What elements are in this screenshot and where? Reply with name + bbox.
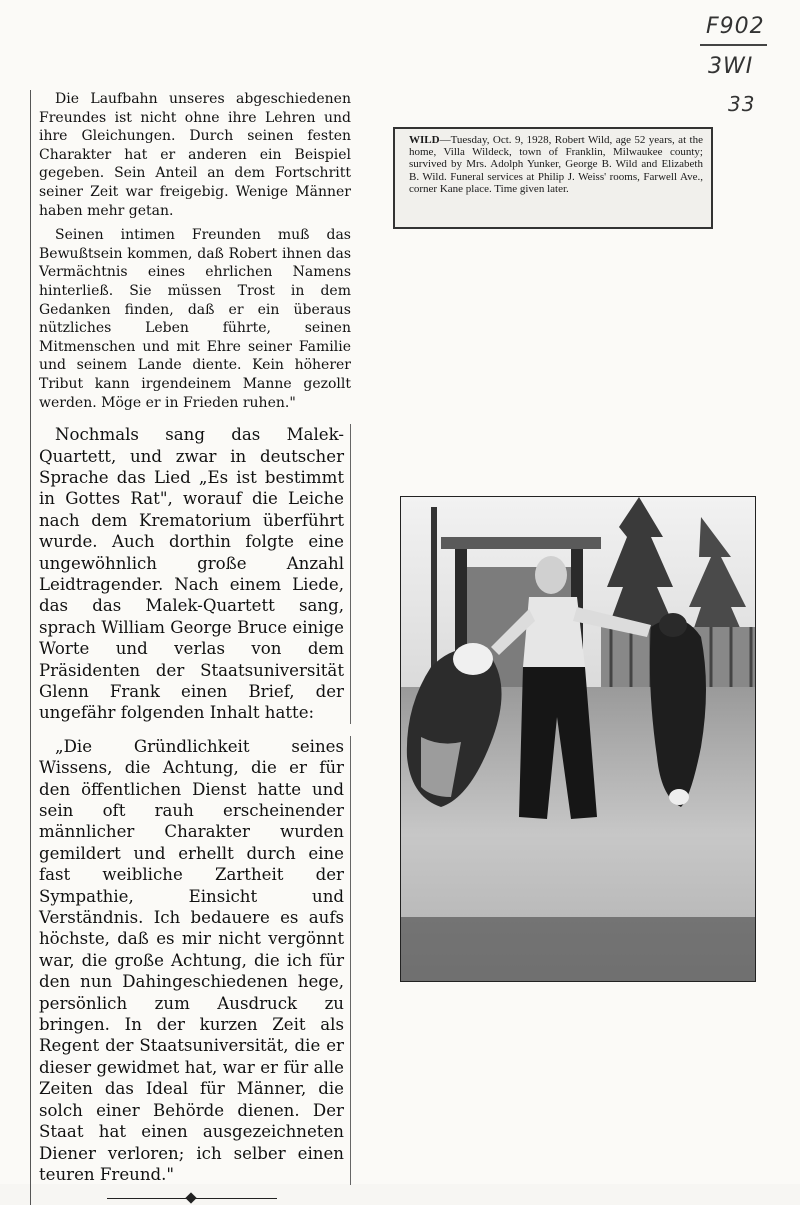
article-column: [30, 90, 351, 1205]
article-paragraph: Seinen intimen Freunden muß das Bewußtsein kommen, daß Robert ihnen das Vermächtnis eines ehrlichen Namens hinterließ. Sie müssen Trost in dem Gedanken finden, daß er ein überaus nützliches Leben führte, seinen Mitmenschen und mit Ehre seiner Familie und seinem Lande diente. Kein höherer Tribut kann irgendeinem Manne gezollt werden. Möge er in Frieden ruhen.": [39, 227, 351, 411]
death-notice-clipping: [393, 127, 713, 229]
archive-mark-1: [706, 14, 765, 39]
article-paragraph-large: Nochmals sang das Malek-Quartett, und zwar in deutscher Sprache das Lied „Es ist bestimmt in Gottes Rat", worauf die Leiche nach dem Krematorium überführt wurde. Auch dorthin folgte eine ungewöhnlich große Anzahl Leidtragender. Nach einem Liede, das das Malek-Quartett sang, sprach William George Bruce einige Worte und verlas von dem Präsidenten der Staatsuniversität Glenn Frank einen Brief, der ungefähr folgenden Inhalt hatte:: [39, 424, 351, 724]
photograph-man-with-dogs: [400, 496, 756, 982]
photograph-image: [401, 497, 756, 982]
archive-mark-underline: [700, 44, 767, 46]
archive-mark-2: 3WI: [708, 54, 754, 79]
photo-dog-right-paw: [669, 789, 689, 805]
death-notice-name: WILD: [409, 134, 440, 146]
ornament-diamond-icon: [185, 1193, 196, 1204]
death-notice-text: [409, 134, 703, 195]
death-notice-body: —Tuesday, Oct. 9, 1928, Robert Wild, age 52 years, at the home, Villa Wildeck, town of Franklin, Milwaukee county; survived by Mrs. Adolph Yunker, George B. Wild and Elizabeth B. Wild. Funeral services at Philip J. Weiss' rooms, Farwell Ave., corner Kane place. Time given later.: [409, 134, 703, 195]
photo-dog-left-head: [453, 643, 493, 675]
photo-dog-right-head: [659, 613, 687, 637]
photo-man-head: [535, 556, 567, 594]
end-ornament: [107, 1193, 277, 1205]
archive-mark-1-text: F902: [706, 14, 765, 39]
article-paragraph-large: „Die Gründlichkeit seines Wissens, die Achtung, die er für den öffentlichen Dienst hatte und sein oft rauh erscheinender männlicher Charakter wurden gemildert und erhellt durch eine fast weibliche Zartheit der Sympathie, Einsicht und Verständnis. Ich bedauere es aufs höchste, daß es mir nicht vergönnt war, die große Achtung, die ich für den nun Dahingeschiedenen hege, persönlich zum Ausdruck zu bringen. In der kurzen Zeit als Regent der Staatsuniversität, die er dieser gewidmet hat, war er für alle Zeiten das Ideal für Männer, die solch einer Behörde dienen. Der Staat hat einen ausgezeichneten Diener verloren; ich selber einen teuren Freund.": [39, 736, 351, 1186]
article-paragraph: Die Laufbahn unseres abgeschiedenen Freundes ist nicht ohne ihre Lehren und ihre Gleichungen. Durch seinen festen Charakter hat er anderen ein Beispiel gegeben. Sein Anteil an dem Fortschritt seiner Zeit war freigebig. Wenige Männer haben mehr getan.: [39, 91, 351, 219]
photo-man-shirt: [523, 597, 585, 667]
photo-shadow: [401, 917, 756, 982]
photo-pergola-roof: [441, 537, 601, 549]
archive-mark-3: 33: [728, 92, 756, 116]
